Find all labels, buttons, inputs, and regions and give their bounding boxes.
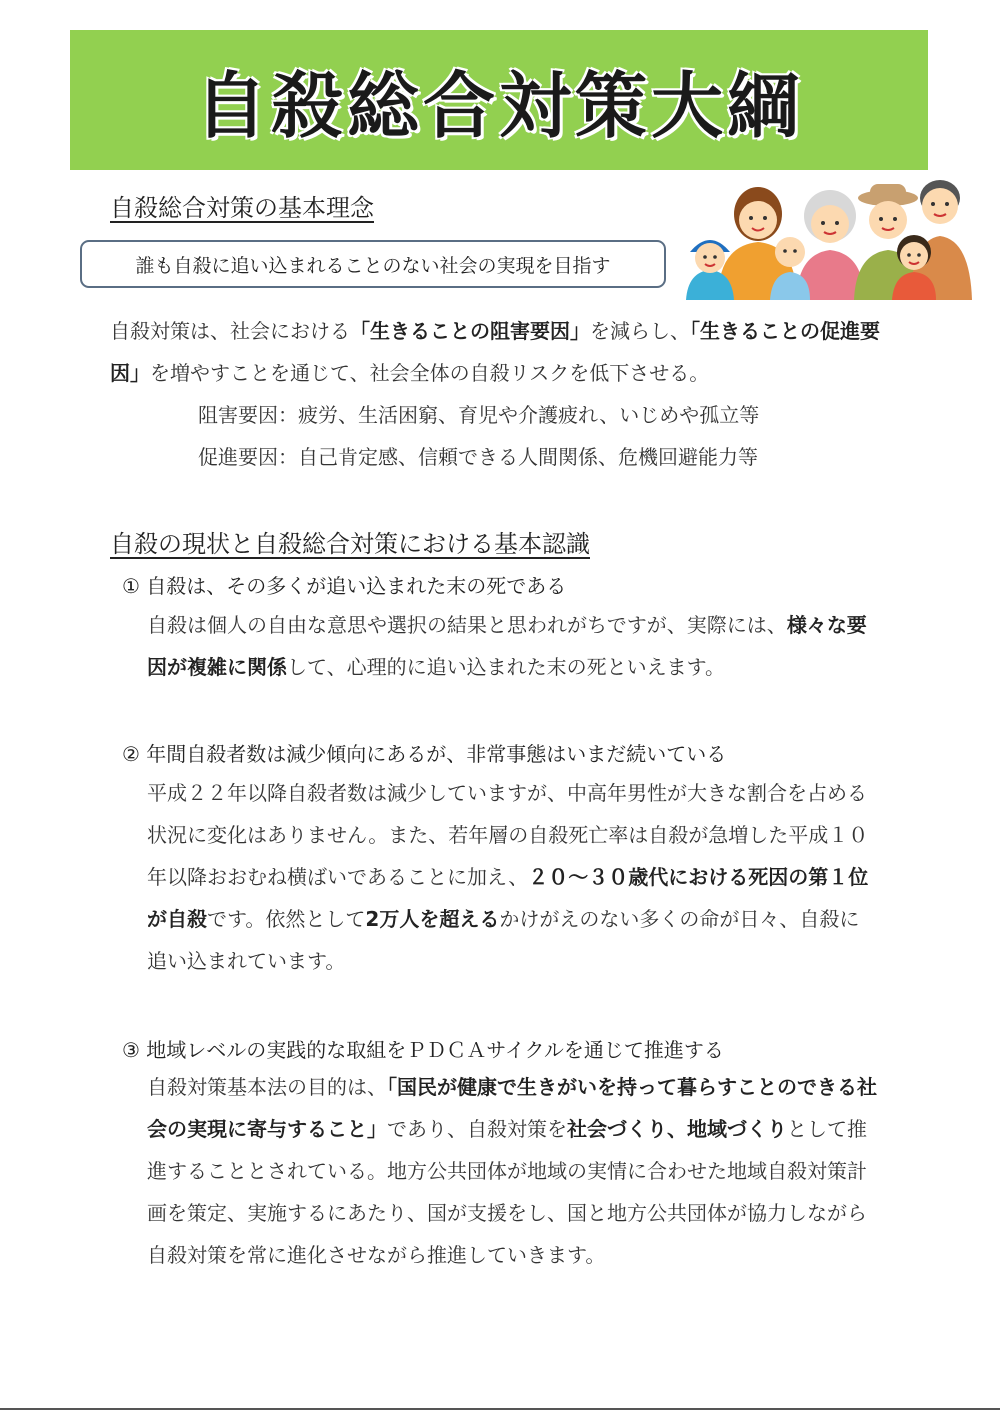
point2-body: 平成２２年以降自殺者数は減少していますが、中高年男性が大きな割合を占める状況に変化はありません。また、若年層の自殺死亡率は自殺が急増した平成１０年以降おおむね横ばいであることに加え、２０～３０歳代における死因の第１位が自殺です。依然として2万人を超えるかけがえのない多くの命が日々、自殺に追い込まれています。	[147, 781, 869, 973]
title-banner	[70, 30, 928, 170]
point1-title: ① 自殺は、その多くが追い込まれた末の死である	[122, 574, 567, 598]
bottom-divider	[0, 1408, 1000, 1410]
point3-body: 自殺対策基本法の目的は、「国民が健康で生きがいを持って暮らすことのできる社会の実現に寄与すること」であり、自殺対策を社会づくり、地域づくりとして推進することとされている。地方公共団体が地域の実情に合わせた地域自殺対策計画を策定、実施するにあたり、国が支援をし、国と地方公共団体が協力しながら自殺対策を常に進化させながら推進していきます。	[147, 1075, 877, 1267]
point1-body: 自殺は個人の自由な意思や選択の結果と思われがちですが、実際には、様々な要因が複雑に関係して、心理的に追い込まれた末の死といえます。	[147, 613, 867, 679]
section2-heading: 自殺の現状と自殺総合対策における基本認識	[110, 530, 590, 558]
factor-promote: 促進要因：自己肯定感、信頼できる人間関係、危機回避能力等	[198, 445, 758, 469]
page-title: 自殺総合対策大綱	[194, 64, 803, 148]
point2-title: ② 年間自殺者数は減少傾向にあるが、非常事態はいまだ続いている	[122, 742, 727, 766]
section1-body: 自殺対策は、社会における「生きることの阻害要因」を減らし、「生きることの促進要因」を増やすことを通じて、社会全体の自殺リスクを低下させる。	[110, 319, 880, 385]
section1-heading: 自殺総合対策の基本理念	[110, 194, 374, 222]
family-illustration-icon	[678, 176, 974, 300]
factor-inhibit: 阻害要因：疲労、生活困窮、育児や介護疲れ、いじめや孤立等	[198, 403, 760, 427]
point3-title: ③ 地域レベルの実践的な取組をＰＤＣＡサイクルを通じて推進する	[122, 1038, 724, 1062]
motto-box: 誰も自殺に追い込まれることのない社会の実現を目指す	[80, 240, 666, 288]
